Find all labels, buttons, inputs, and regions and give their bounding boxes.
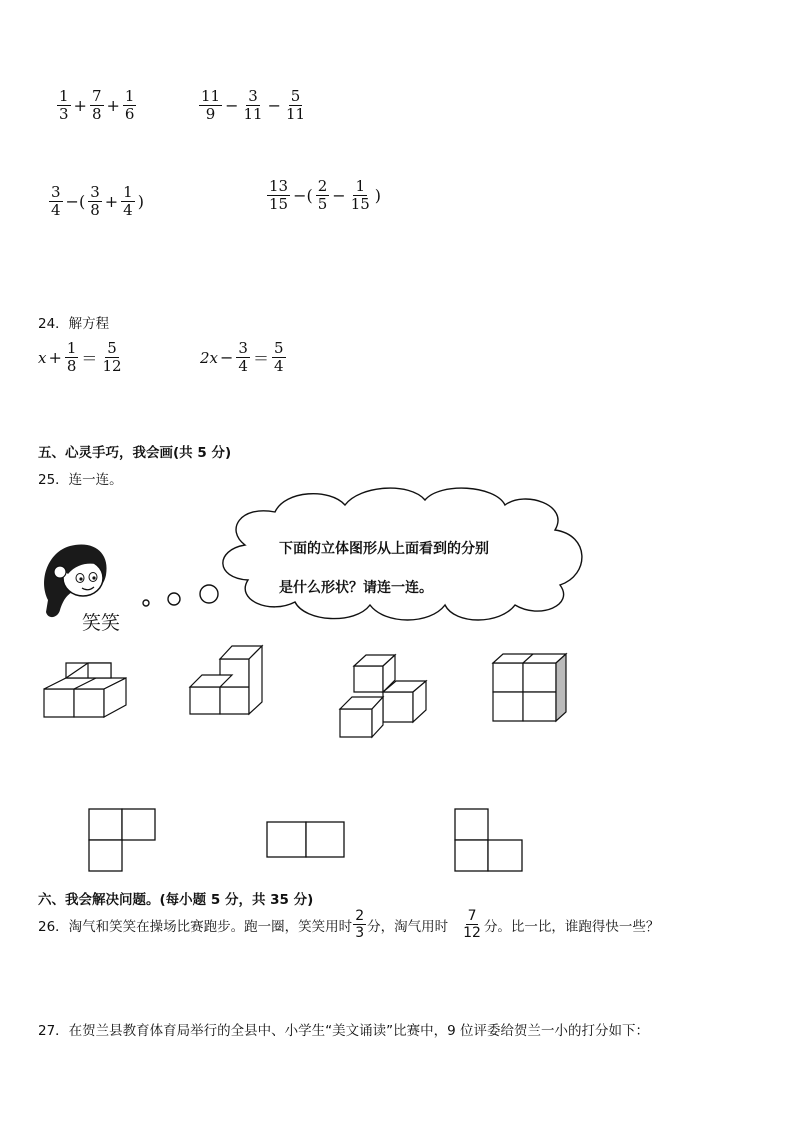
fraction: $\frac{5}{11}$ [286,87,306,123]
fraction: $\frac{1}{4}$ [123,183,133,219]
expression-4: $\frac{13}{15}$ −( $\frac{2}{5}$ − $\frac{1}{15}$ ) [269,177,382,213]
fraction: $\frac{1}{8}$ [66,339,77,375]
fraction: $\frac{1}{6}$ [124,87,135,123]
fraction: $\frac{2}{5}$ [317,177,328,213]
equation-1: x + $\frac{1}{8}$ ＝ $\frac{5}{12}$ [38,339,122,375]
fraction: $\frac{7}{12}$ [463,908,481,941]
fraction: $\frac{5}{4}$ [273,339,284,375]
fraction: $\frac{2}{3}$ [355,908,365,941]
fraction: $\frac{1}{15}$ [350,177,370,213]
question-24-title: 24．解方程 [38,316,110,332]
fraction: $\frac{3}{4}$ [51,183,61,219]
fraction: $\frac{13}{15}$ [269,177,289,213]
fraction: $\frac{3}{11}$ [243,87,263,123]
question-25-title: 25．连一连。 [38,472,123,488]
question-26: 26．淘气和笑笑在操场比赛跑步。跑一圈，笑笑用时 $\frac{2}{3}$ 分，淘气用时 $\frac{7}{12}$ 分。比一比，谁跑得快一些？ [38,908,660,941]
fraction: $\frac{1}{3}$ [59,87,69,123]
fraction: $\frac{7}{8}$ [91,87,102,123]
question-27: 27．在贺兰县教育体育局举行的全县中、小学生“美文诵读”比赛中，9 位评委给贺兰一小的打分如下： [38,1023,650,1039]
cloud-text-line-2: 是什么形状？请连一连。 [279,580,433,596]
section-6-title: 六、我会解决问题。(每小题 5 分，共 35 分) [38,892,314,908]
fraction: $\frac{3}{8}$ [90,183,100,219]
fraction: $\frac{3}{4}$ [238,339,248,375]
section-5-title: 五、心灵手巧，我会画(共 5 分) [38,445,232,461]
expression-2: $\frac{11}{9}$ − $\frac{3}{11}$ − $\frac{5}{11}$ [201,87,306,123]
fraction: $\frac{5}{12}$ [102,339,122,375]
girl-label: 笑笑 [82,612,121,634]
cloud-text-line-1: 下面的立体图形从上面看到的分别 [279,541,489,557]
expression-3: $\frac{3}{4}$ −( $\frac{3}{8}$ + $\frac{1}{4}$ ) [51,183,144,219]
equation-2: 2x − $\frac{3}{4}$ ＝ $\frac{5}{4}$ [200,339,284,375]
fraction: $\frac{11}{9}$ [201,87,221,123]
expression-1: $\frac{1}{3}$ + $\frac{7}{8}$ + $\frac{1}{6}$ [59,87,135,123]
